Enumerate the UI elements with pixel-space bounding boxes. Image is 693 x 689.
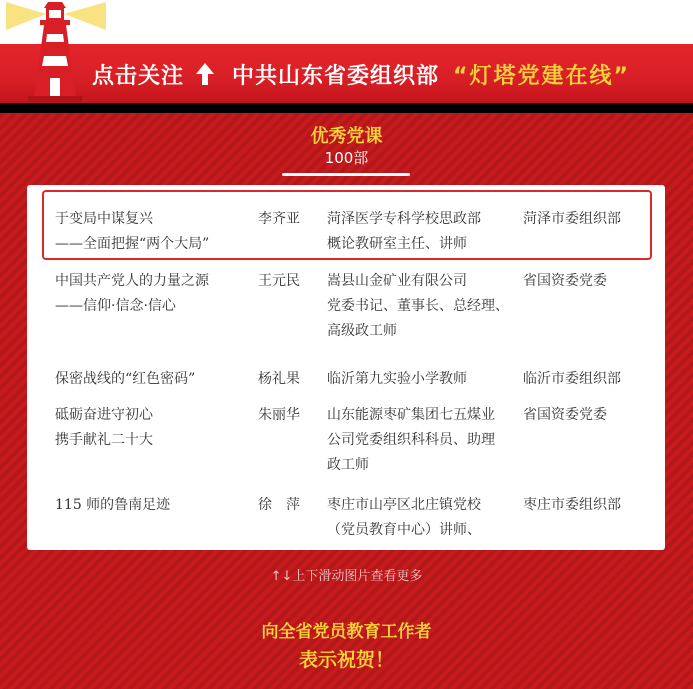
lecturer-unit: 临沂第九实验小学教师 — [327, 371, 467, 387]
course-title: 砥砺奋进守初心 携手献礼二十大 — [55, 407, 153, 448]
divider-bar — [0, 103, 693, 113]
lecturer-unit: 山东能源枣矿集团七五煤业 公司党委组织科科员、助理 政工师 — [327, 407, 495, 473]
course-table[interactable] — [27, 185, 665, 550]
course-title: 中国共产党人的力量之源 ——信仰·信念·信心 — [55, 273, 209, 314]
banner-text[interactable] — [92, 58, 630, 90]
section-count: 100部 — [324, 149, 369, 167]
recommender: 省国资委党委 — [523, 407, 607, 423]
slogan: “灯塔党建在线” — [453, 63, 630, 89]
follow-label[interactable]: 点击关注 — [92, 63, 185, 89]
lecturer-unit: 菏泽医学专科学校思政部 概论教研室主任、讲师 — [327, 211, 481, 252]
arrow-up-icon — [194, 61, 216, 87]
course-title: 于变局中谋复兴 ——全面把握“两个大局” — [55, 211, 210, 252]
recommender: 省国资委党委 — [523, 273, 607, 289]
org-name: 中共山东省委组织部 — [232, 63, 440, 89]
lecturer-name: 王元民 — [258, 273, 300, 289]
lecturer-unit: 枣庄市山亭区北庄镇党校 （党员教育中心）讲师、 — [327, 497, 481, 538]
top-banner[interactable] — [0, 0, 693, 103]
lecturer-name: 朱丽华 — [258, 407, 300, 423]
recommender: 临沂市委组织部 — [523, 371, 621, 387]
congrats-line-2: 表示祝贺！ — [298, 649, 394, 671]
section-title: 优秀党课 — [310, 126, 383, 147]
scroll-hint: ↑↓上下滑动图片查看更多 — [270, 569, 423, 584]
course-title: 115 师的鲁南足迹 — [55, 497, 171, 513]
congrats-line-1: 向全省党员教育工作者 — [261, 622, 432, 642]
title-underline — [282, 173, 410, 176]
recommender: 菏泽市委组织部 — [523, 211, 621, 227]
lecturer-name: 李齐亚 — [258, 211, 300, 227]
course-title: 保密战线的“红色密码” — [55, 371, 196, 387]
lecturer-name: 徐 萍 — [258, 497, 300, 513]
lecturer-name: 杨礼果 — [258, 371, 300, 387]
lecturer-unit: 嵩县山金矿业有限公司 党委书记、董事长、总经理、 高级政工师 — [327, 273, 509, 339]
recommender: 枣庄市委组织部 — [523, 497, 621, 513]
